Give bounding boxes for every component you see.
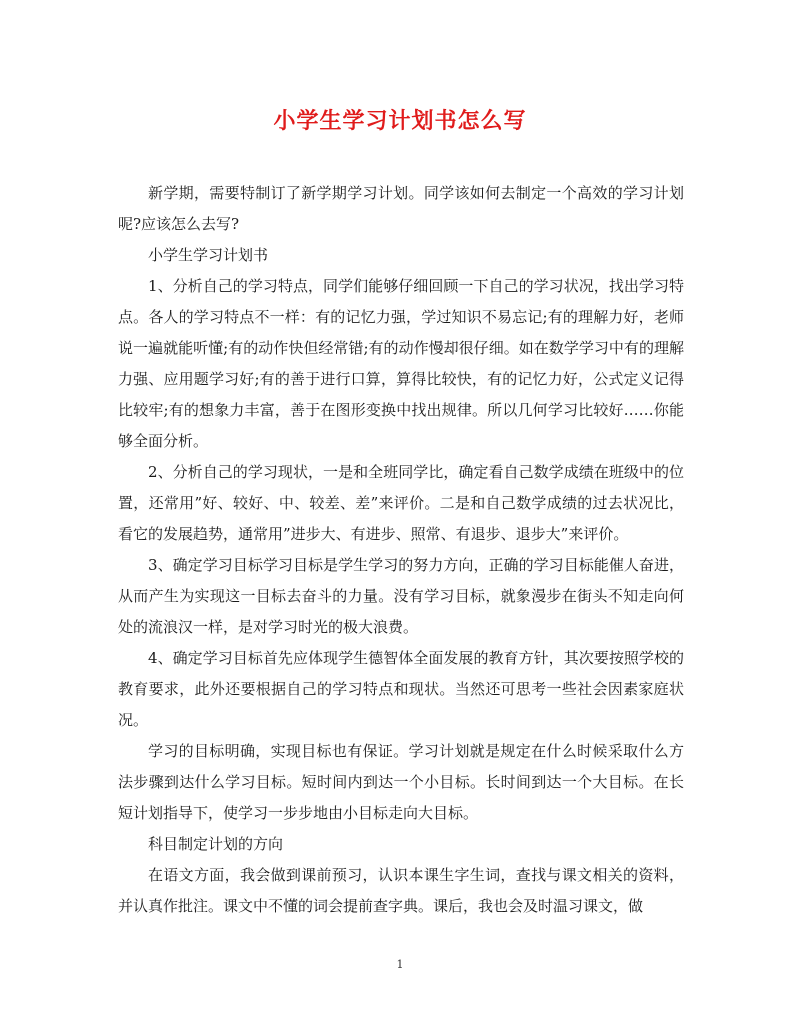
intro-paragraph: 新学期，需要特制订了新学期学习计划。同学该如何去制定一个高效的学习计划呢?应该怎么去写? xyxy=(118,184,684,233)
paragraph-item-4: 4、确定学习目标首先应体现学生德智体全面发展的教育方针，其次要按照学校的教育要求，此外还要根据自己的学习特点和现状。当然还可思考一些社会因素家庭状况。 xyxy=(118,649,684,729)
paragraph-goals: 学习的目标明确，实现目标也有保证。学习计划就是规定在什么时候采取什么方法步骤到达什么学习目标。短时间内到达一个小目标。长时间到达一个大目标。在长短计划指导下，使学习一步步地由小目标走向大目标。 xyxy=(118,742,684,822)
paragraph-item-1: 1、分析自己的学习特点，同学们能够仔细回顾一下自己的学习状况，找出学习特点。各人的学习特点不一样：有的记忆力强，学过知识不易忘记;有的理解力好，老师说一遍就能听懂;有的动作快但经常错;有的动作慢却很仔细。如在数学学习中有的理解力强、应用题学习好;有的善于进行口算，算得比较快，有的记忆力好，公式定义记得比较牢;有的想象力丰富，善于在图形变换中找出规律。所以几何学习比较好……你能够全面分析。 xyxy=(118,277,684,450)
document-title: 小学生学习计划书怎么写 xyxy=(273,108,527,134)
paragraph-item-2: 2、分析自己的学习现状，一是和全班同学比，确定看自己数学成绩在班级中的位置，还常用”好、较好、中、较差、差”来评价。二是和自己数学成绩的过去状况比，看它的发展趋势，通常用”进步大、有进步、照常、有退步、退步大”来评价。 xyxy=(118,463,684,543)
page-number: 1 xyxy=(396,958,404,971)
section-heading-plan: 小学生学习计划书 xyxy=(148,246,269,264)
paragraph-chinese: 在语文方面，我会做到课前预习，认识本课生字生词，查找与课文相关的资料，并认真作批注。课文中不懂的词会提前查字典。课后，我也会及时温习课文，做 xyxy=(118,866,684,915)
paragraph-item-3: 3、确定学习目标学习目标是学生学习的努力方向，正确的学习目标能催人奋进，从而产生为实现这一目标去奋斗的力量。没有学习目标，就象漫步在街头不知走向何处的流浪汉一样，是对学习时光的极大浪费。 xyxy=(118,556,684,636)
document-body xyxy=(118,178,684,922)
section-heading-subjects: 科目制定计划的方向 xyxy=(148,835,284,853)
